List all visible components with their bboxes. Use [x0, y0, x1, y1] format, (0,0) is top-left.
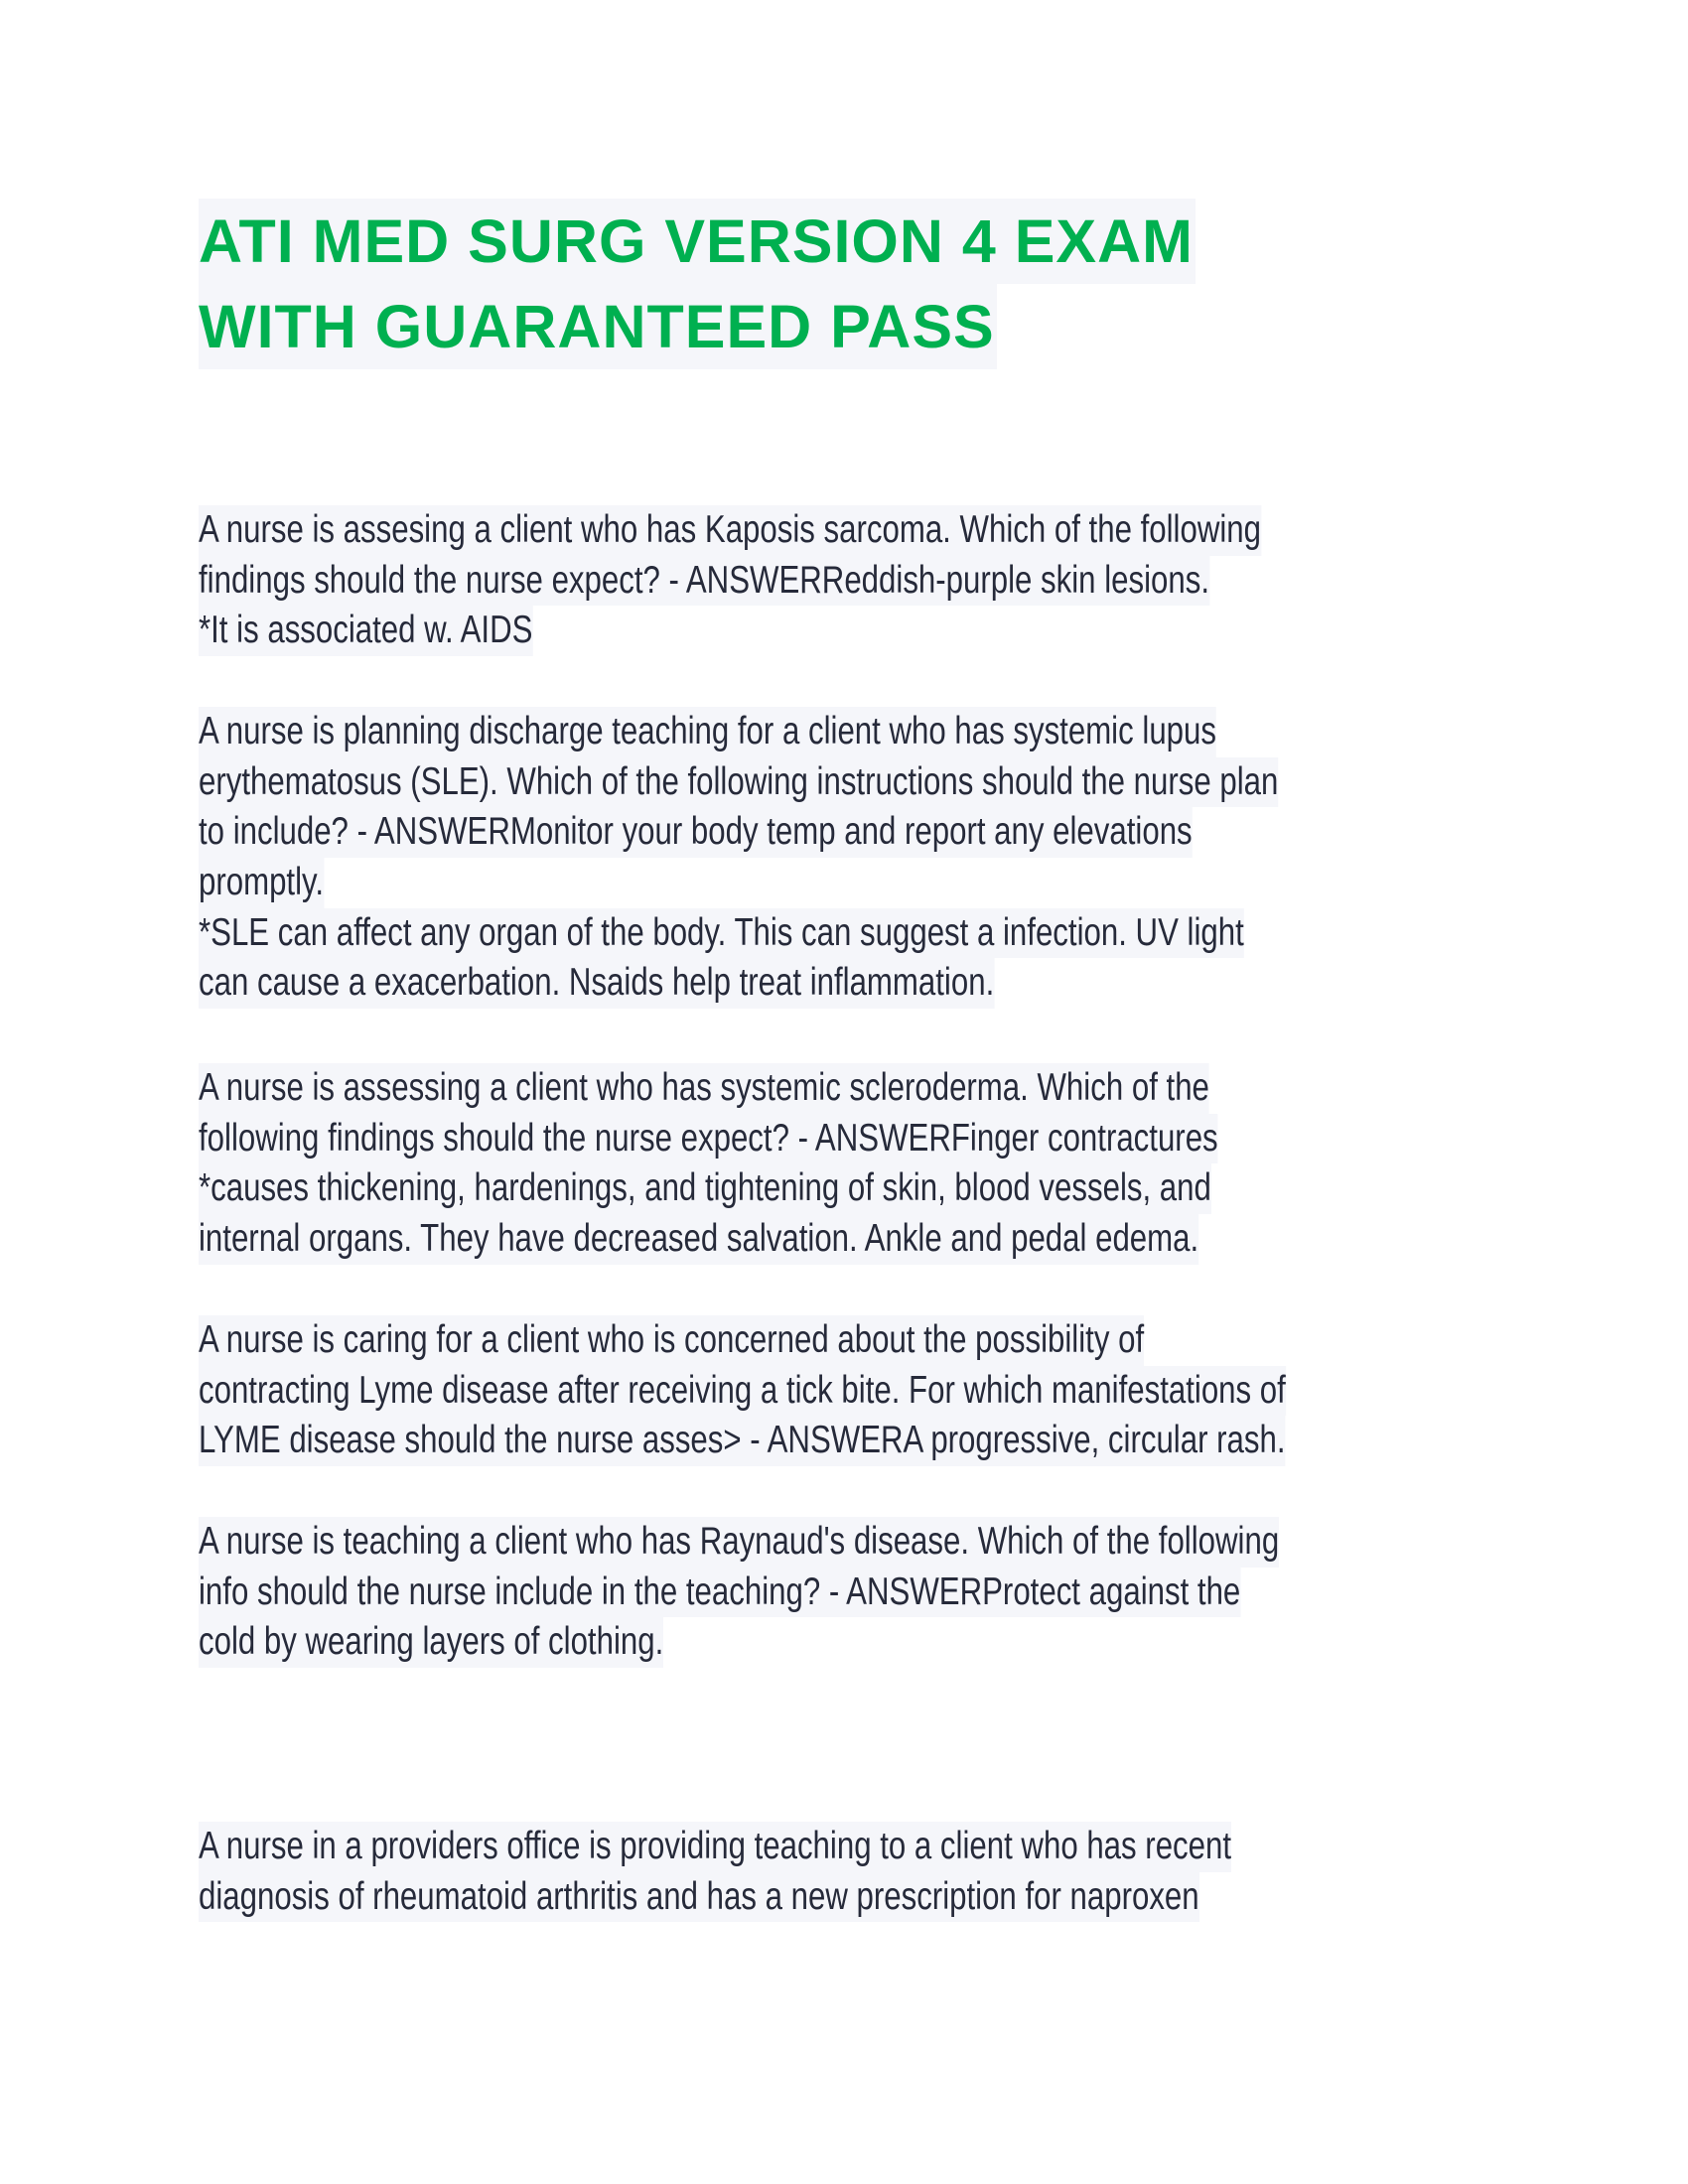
- text-line: [199, 556, 1527, 607]
- text-line: [199, 1114, 1473, 1164]
- text-line: [199, 1366, 1558, 1417]
- line-text: *causes thickening, hardenings, and tightening of skin, blood vessels, and: [199, 1163, 1211, 1214]
- question-raynauds-disease: [199, 1517, 1549, 1668]
- line-text: findings should the nurse expect? - ANSWERReddish-purple skin lesions.: [199, 556, 1209, 607]
- text-line: [199, 807, 1548, 858]
- question-lyme-disease: [199, 1315, 1558, 1466]
- text-line: [199, 757, 1548, 808]
- text-line: [199, 1416, 1558, 1466]
- text-line: [199, 1617, 1549, 1668]
- line-text: can cause a exacerbation. Nsaids help treat inflammation.: [199, 958, 994, 1009]
- title-line: [199, 199, 1196, 284]
- text-line: [199, 505, 1527, 556]
- question-kaposis-sarcoma: [199, 505, 1527, 656]
- text-line: [199, 908, 1548, 959]
- text-line: [199, 858, 1548, 908]
- text-line: [199, 1568, 1549, 1618]
- line-text: info should the nurse include in the teaching? - ANSWERProtect against the: [199, 1568, 1240, 1618]
- line-text: A nurse is assesing a client who has Kaposis sarcoma. Which of the following: [199, 505, 1261, 556]
- text-line: [199, 1872, 1489, 1923]
- text-line: [199, 606, 1527, 656]
- line-text: A nurse in a providers office is providing teaching to a client who has recent: [199, 1822, 1231, 1872]
- title-line-text: WITH GUARANTEED PASS: [199, 284, 997, 369]
- text-line: [199, 1315, 1558, 1366]
- line-text: A nurse is teaching a client who has Raynaud's disease. Which of the following: [199, 1517, 1279, 1568]
- line-text: *It is associated w. AIDS: [199, 606, 532, 656]
- line-text: to include? - ANSWERMonitor your body temp and report any elevations: [199, 807, 1193, 858]
- line-text: A nurse is planning discharge teaching for a client who has systemic lupus: [199, 707, 1216, 757]
- text-line: [199, 1063, 1473, 1114]
- line-text: *SLE can affect any organ of the body. This can suggest a infection. UV light: [199, 908, 1244, 959]
- text-line: [199, 1517, 1549, 1568]
- line-text: A nurse is assessing a client who has systemic scleroderma. Which of the: [199, 1063, 1209, 1114]
- document-title: [199, 199, 1196, 369]
- line-text: LYME disease should the nurse asses> - ANSWERA progressive, circular rash.: [199, 1416, 1286, 1466]
- line-text: contracting Lyme disease after receiving a tick bite. For which manifestations of: [199, 1366, 1286, 1417]
- text-line: [199, 958, 1548, 1009]
- line-text: internal organs. They have decreased salvation. Ankle and pedal edema.: [199, 1214, 1198, 1265]
- title-line-text: ATI MED SURG VERSION 4 EXAM: [199, 199, 1196, 284]
- line-text: erythematosus (SLE). Which of the following instructions should the nurse plan: [199, 757, 1278, 808]
- title-line: [199, 284, 1196, 369]
- question-lupus-sle: [199, 707, 1548, 1009]
- text-line: [199, 707, 1548, 757]
- text-line: [199, 1822, 1489, 1872]
- question-rheumatoid-arthritis: [199, 1822, 1489, 1922]
- line-text: A nurse is caring for a client who is concerned about the possibility of: [199, 1315, 1144, 1366]
- line-text: promptly.: [199, 858, 324, 908]
- line-text: following findings should the nurse expect? - ANSWERFinger contractures: [199, 1114, 1218, 1164]
- question-scleroderma: [199, 1063, 1473, 1265]
- text-line: [199, 1163, 1473, 1214]
- text-line: [199, 1214, 1473, 1265]
- line-text: diagnosis of rheumatoid arthritis and has a new prescription for naproxen: [199, 1872, 1199, 1923]
- line-text: cold by wearing layers of clothing.: [199, 1617, 663, 1668]
